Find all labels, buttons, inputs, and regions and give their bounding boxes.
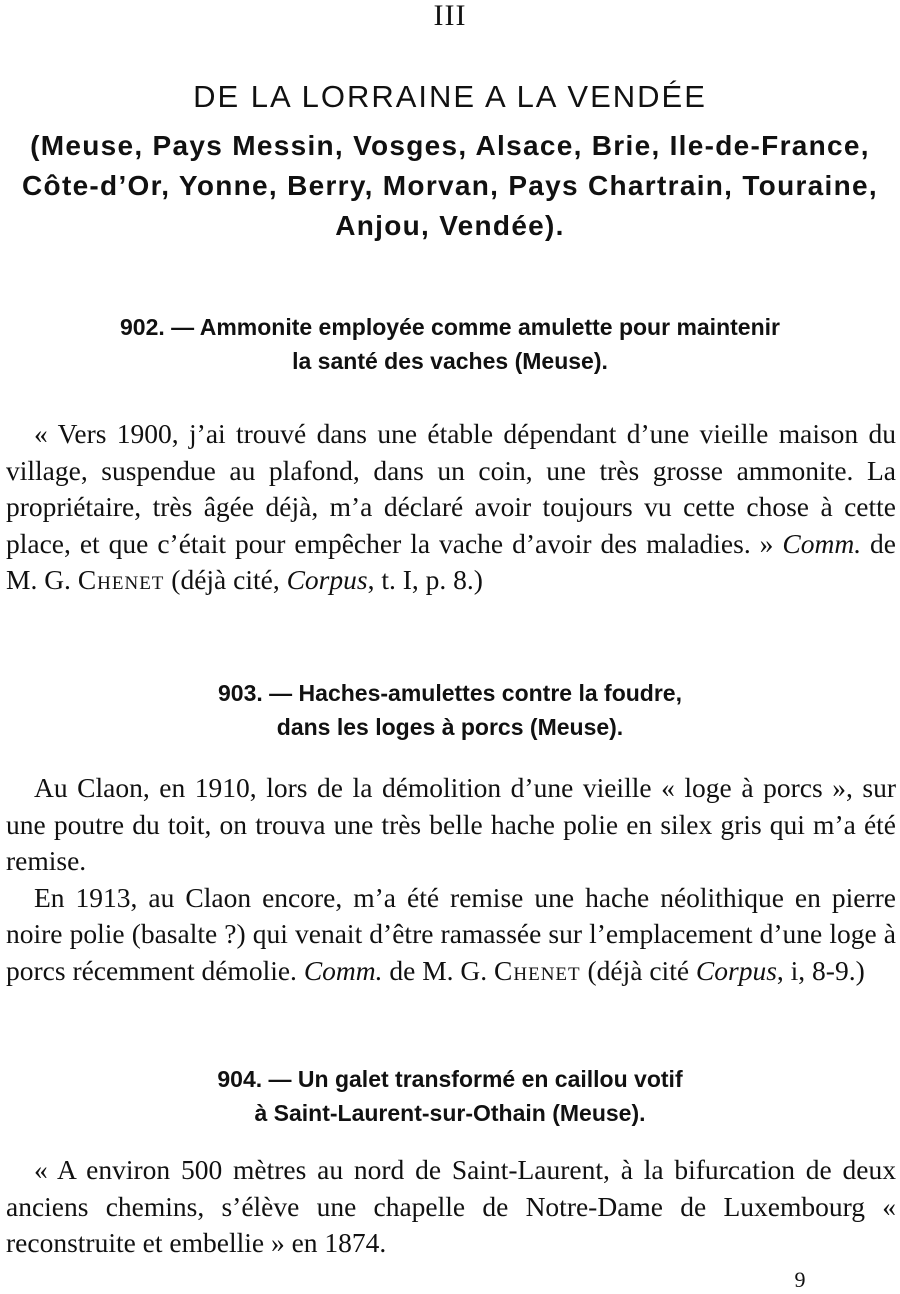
entry-903-heading-line2: dans les loges à porcs <box>276 714 524 740</box>
entry-902-author: Chenet <box>77 564 165 595</box>
entry-902-number: 902. <box>120 314 165 340</box>
entry-902-heading-line1: Ammonite employée comme amulette pour maintenir <box>199 314 780 340</box>
entry-903-comm: Comm. <box>303 954 383 986</box>
entry-903-paragraph-2 <box>6 880 896 990</box>
chapter-title: DE LA LORRAINE A LA VENDÉE <box>193 79 707 114</box>
entry-904-heading-line2: à Saint-Laurent-sur-Othain <box>254 1100 546 1126</box>
entry-902-comm: Comm. <box>782 527 862 559</box>
entry-903-region: (Meuse). <box>529 714 624 740</box>
entry-902-paragraph <box>6 416 896 599</box>
entry-903-number: 903. <box>218 680 263 706</box>
entry-902-body <box>6 416 896 599</box>
entry-903-corpus: Corpus <box>695 954 777 986</box>
entry-903-heading-line1: Haches-amulettes contre la foudre, <box>298 680 682 706</box>
entry-903-heading <box>0 676 900 744</box>
entry-902-cite-prefix: (déjà cité, <box>171 564 280 595</box>
entry-902-cite-suffix: , t. I, p. 8.) <box>367 564 483 595</box>
entry-902-heading <box>0 310 900 378</box>
entry-903-author: Chenet <box>494 954 581 986</box>
entry-903-text: En 1913, au Claon encore, m’a été remise une hache néolithique en pierre noire polie (basalte ?) qui venait d’être ramassée sur l’emplacement d’une loge à porcs récemment démolie. <box>6 881 896 986</box>
entry-902-de: de M. G. <box>6 527 897 595</box>
entry-904-dash: — <box>268 1066 292 1092</box>
entry-903-cite-prefix: (déjà cité <box>587 954 690 986</box>
entry-903-dash: — <box>269 680 293 706</box>
entry-902-corpus: Corpus <box>286 564 368 595</box>
entry-903-body <box>6 770 896 989</box>
chapter-number: III <box>433 0 467 32</box>
entry-902-region: (Meuse). <box>514 348 608 374</box>
entry-902-text: « Vers 1900, j’ai trouvé dans une étable dépendant d’une vieille maison du village, suspendue au plafond, dans un coin, une très grosse ammonite. La propriétaire, très âgée déjà, m’a déclaré avoir toujours vu cette chose à cette place, et que c’était pour empêcher la vache d’avoir des maladies. » <box>6 418 896 559</box>
entry-904-heading <box>0 1062 900 1130</box>
entry-903-de: de M. G. <box>389 954 488 986</box>
entry-902-heading-line2: la santé des vaches <box>292 348 509 374</box>
page-number: 9 <box>794 1267 806 1292</box>
entry-904-paragraph: « A environ 500 mètres au nord de Saint-Laurent, à la bifurcation de deux anciens chemins, s’élève une chapelle de Notre-Dame de Luxembourg « reconstruite et embellie » en 1874. <box>6 1154 896 1258</box>
entry-902-dash: — <box>171 314 195 340</box>
chapter-subtitle: (Meuse, Pays Messin, Vosges, Alsace, Brie, Ile-de-France, Côte-d’Or, Yonne, Berry, Morvan, Pays Chartrain, Touraine, Anjou, Vendée). <box>22 130 878 241</box>
entry-904-region: (Meuse). <box>552 1100 646 1126</box>
entry-904-body <box>6 1152 896 1262</box>
entry-904-heading-line1: Un galet transformé en caillou votif <box>297 1066 683 1092</box>
entry-903-cite-suffix: , i, 8-9.) <box>776 954 865 986</box>
entry-904-number: 904. <box>217 1066 263 1092</box>
entry-903-paragraph-1: Au Claon, en 1910, lors de la démolition d’une vieille « loge à porcs », sur une poutre du toit, on trouva une très belle hache polie en silex gris qui m’a été remise. <box>6 772 896 876</box>
